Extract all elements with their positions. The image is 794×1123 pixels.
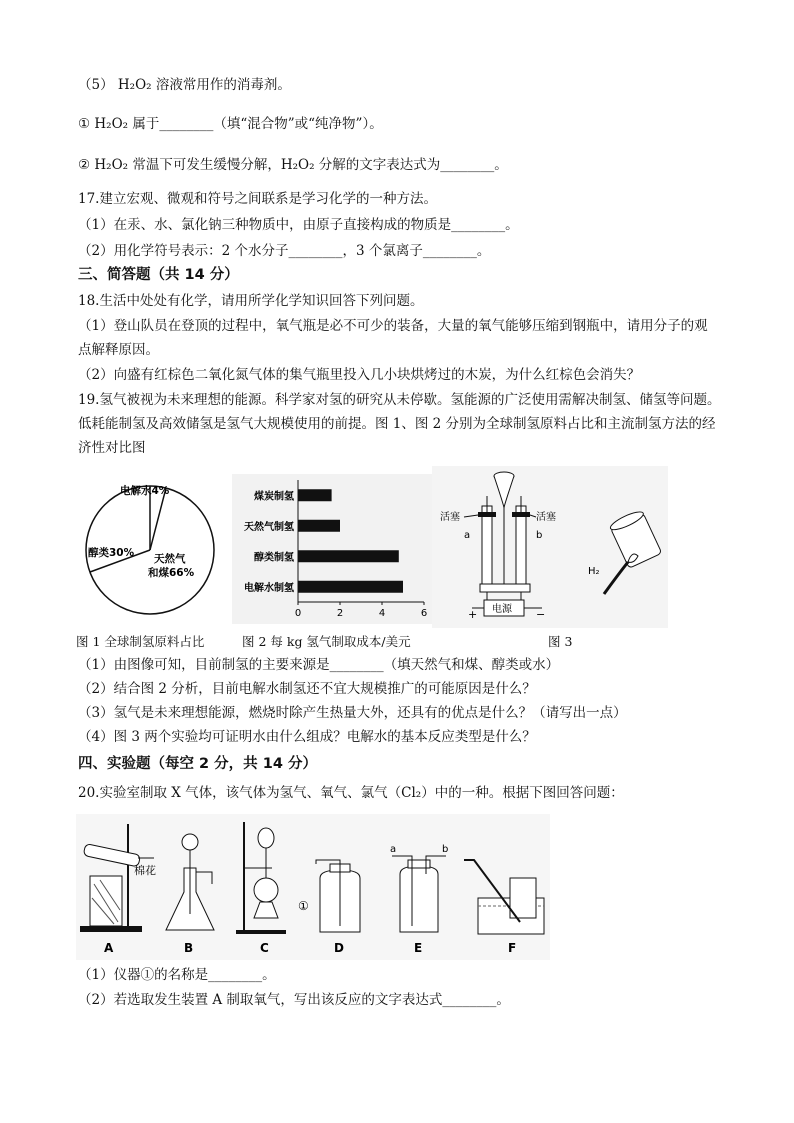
- plus-sign: +: [468, 608, 478, 621]
- q17-stem: 17.建立宏观、微观和符号之间联系是学习化学的一种方法。: [78, 191, 437, 207]
- stopcock-left-label: 活塞: [440, 512, 460, 523]
- q18-part1b: 点解释原因。: [78, 342, 159, 358]
- section4-heading: 四、实验题（每空 2 分，共 14 分）: [78, 756, 317, 772]
- category-label-2: 醇类制氢: [254, 552, 294, 564]
- q19-stem2: 低耗能制氢及高效储氢是氢气大规模使用的前提。图 1、图 2 分别为全球制氢原料占比和主流制氢方法的经: [78, 416, 716, 432]
- label-c: C: [260, 941, 269, 955]
- tube-a-label: a: [464, 530, 471, 541]
- minus-sign: −: [536, 608, 546, 621]
- q20-part1: （1）仪器①的名称是________。: [78, 967, 276, 983]
- q16-part5: （5） H₂O₂ 溶液常用作的消毒剂。: [78, 77, 291, 93]
- pie-label-alcohol: 醇类30%: [88, 547, 135, 559]
- q20-part2: （2）若选取发生装置 A 制取氧气，写出该反应的文字表达式________。: [78, 992, 510, 1008]
- label-a: A: [104, 941, 114, 955]
- fig2-caption: 图 2 每 kg 氢气制取成本/美元: [242, 634, 411, 649]
- q19-part3: （3）氢气是未来理想能源，燃烧时除产生热量大外，还具有的优点是什么？（请写出一点）: [78, 705, 627, 721]
- q18-stem: 18.生活中处处有化学，请用所学化学知识回答下列问题。: [78, 293, 424, 309]
- q19-stem3: 济性对比图: [78, 440, 146, 456]
- cotton-label: 棉花: [134, 864, 156, 877]
- q17-part1: （1）在汞、水、氯化钠三种物质中，由原子直接构成的物质是________。: [78, 217, 519, 233]
- bar-chart-figure: [232, 474, 432, 624]
- tube-a-e-label: a: [390, 844, 397, 855]
- label-d: D: [334, 941, 344, 955]
- q17-part2: （2）用化学符号表示：2 个水分子________，3 个氯离子________。: [78, 243, 491, 259]
- bar-2: [298, 550, 399, 562]
- pie-label-gas-coal-1: 天然气: [154, 553, 186, 565]
- pie-label-gas-coal-2: 和煤66%: [148, 567, 195, 579]
- label-e: E: [414, 941, 423, 955]
- category-label-0: 煤炭制氢: [254, 491, 294, 503]
- q20-stem: 20.实验室制取 X 气体，该气体为氢气、氧气、氯气（Cl₂）中的一种。根据下图回答问题：: [78, 785, 624, 801]
- pie-label-electrolysis: 电解水4%: [120, 485, 170, 497]
- label-f: F: [508, 941, 517, 955]
- bar-1: [298, 520, 340, 532]
- q18-part1a: （1）登山队员在登顶的过程中，氧气瓶是必不可少的装备，大量的氧气能够压缩到钢瓶中，请用分子的观: [78, 318, 708, 334]
- bar-0: [298, 489, 332, 501]
- power-label: 电源: [492, 604, 512, 615]
- tube-b-e-label: b: [442, 844, 449, 855]
- x-tick-label-2: 4: [378, 608, 386, 619]
- q18-part2: （2）向盛有红棕色二氧化氮气体的集气瓶里投入几小块烘烤过的木炭，为什么红棕色会消失？: [78, 367, 641, 383]
- electrolysis-figure: [432, 466, 668, 628]
- h2-label: H₂: [588, 566, 600, 577]
- category-label-3: 电解水制氢: [244, 582, 294, 594]
- fig3-caption: 图 3: [548, 634, 573, 649]
- x-tick-label-0: 0: [294, 608, 302, 619]
- q19-part1: （1）由图像可知，目前制氢的主要来源是________（填天然气和煤、醇类或水）: [78, 657, 560, 673]
- stopcock-right-label: 活塞: [536, 512, 556, 523]
- q16-sub2: ② H₂O₂ 常温下可发生缓慢分解，H₂O₂ 分解的文字表达式为________。: [78, 157, 508, 173]
- q19-stem1: 19.氢气被视为未来理想的能源。科学家对氢的研究从未停歇。氢能源的广泛使用需解决制氢、储氢等问题。: [78, 392, 721, 408]
- x-tick-label-3: 6: [420, 608, 428, 619]
- apparatus-figure: [76, 814, 550, 960]
- tube-b-label: b: [536, 530, 543, 541]
- fig1-caption: 图 1 全球制氢原料占比: [76, 634, 205, 649]
- label-b: B: [184, 941, 194, 955]
- category-label-1: 天然气制氢: [244, 521, 294, 533]
- q19-part2: （2）结合图 2 分析，目前电解水制氢还不宜大规模推广的可能原因是什么？: [78, 681, 536, 697]
- q16-sub1: ① H₂O₂ 属于________（填“混合物”或“纯净物”）。: [78, 116, 383, 132]
- x-tick-label-1: 2: [336, 608, 344, 619]
- q19-part4: （4）图 3 两个实验均可证明水由什么组成？电解水的基本反应类型是什么？: [78, 729, 536, 745]
- section3-heading: 三、简答题（共 14 分）: [78, 267, 239, 283]
- bar-3: [298, 581, 403, 593]
- pie-chart-figure: [76, 474, 226, 624]
- instrument-1-label: ①: [298, 899, 309, 913]
